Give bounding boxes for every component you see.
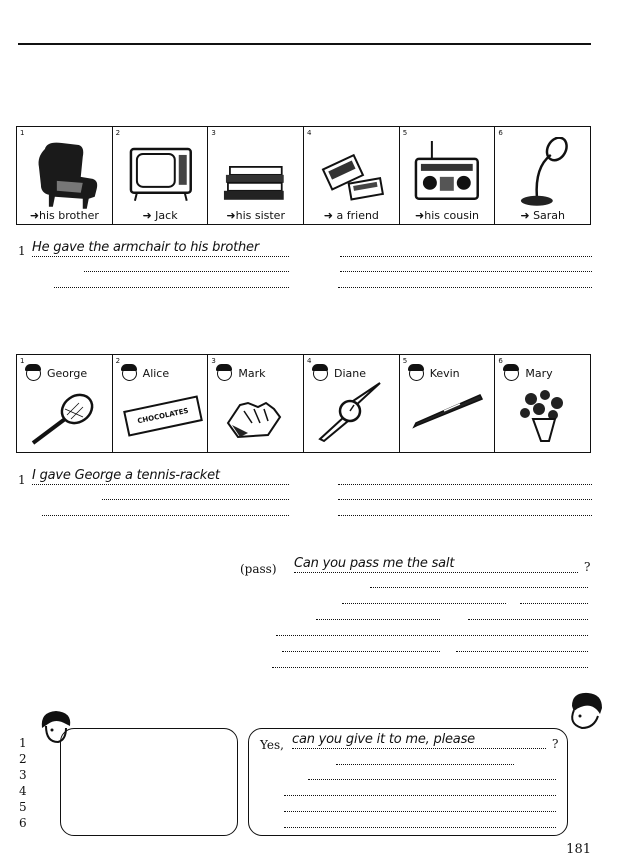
example-answer: can you give it to me, please <box>292 732 475 747</box>
television-icon <box>113 137 208 212</box>
answer-line[interactable] <box>42 515 289 516</box>
answer-line[interactable] <box>468 619 588 620</box>
present-cell-3: 3 Mark <box>208 355 304 452</box>
answer-line[interactable] <box>276 635 588 636</box>
present-cell-4: 4 Diane <box>304 355 400 452</box>
line-number: 2 <box>19 752 27 766</box>
question-mark: ? <box>552 737 559 751</box>
verb-prompt: (pass) <box>240 562 277 576</box>
line-number: 4 <box>19 784 27 798</box>
recipient-label: ➜ Sarah <box>520 209 566 222</box>
watch-icon <box>310 377 396 443</box>
answer-line[interactable] <box>284 827 556 828</box>
answer-line[interactable] <box>102 499 289 500</box>
boy-face-icon <box>562 690 606 734</box>
object-cell-5: 5 ➜his cousin <box>400 127 496 224</box>
chocolates-icon: CHOCOLATES <box>123 395 203 436</box>
present-cell-5: 5 Kevin <box>400 355 496 452</box>
answer-line[interactable] <box>336 764 514 765</box>
object-cell-1: 1 ➜his brother <box>17 127 113 224</box>
flowers-icon <box>511 385 575 447</box>
radio-icon <box>400 137 495 212</box>
object-cell-6: 6 ➜ Sarah <box>495 127 590 224</box>
line-number: 6 <box>19 816 27 830</box>
answer-line[interactable] <box>284 795 556 796</box>
cassettes-icon <box>304 137 399 212</box>
answer-line[interactable] <box>292 748 546 749</box>
person-face-icon <box>122 366 137 381</box>
example-answer: I gave George a tennis-racket <box>32 468 220 483</box>
tennis-racket-icon <box>21 389 107 449</box>
person-face-icon <box>26 366 41 381</box>
answer-line[interactable] <box>308 779 556 780</box>
present-cell-6: 6 Mary <box>495 355 590 452</box>
person-face-icon <box>217 366 232 381</box>
line-number: 5 <box>19 800 27 814</box>
answer-line[interactable] <box>84 271 289 272</box>
answer-line[interactable] <box>370 587 588 588</box>
objects-picture-strip <box>16 126 591 225</box>
recipient-label: ➜ Jack <box>142 209 178 222</box>
answer-line[interactable] <box>340 271 592 272</box>
recipient-label: ➜his brother <box>29 209 99 222</box>
gloves-icon <box>218 393 293 443</box>
recipient-label: ➜his cousin <box>415 209 480 222</box>
person-face-icon <box>504 366 519 381</box>
line-number: 1 <box>19 736 27 750</box>
answer-line[interactable] <box>32 256 289 257</box>
example-number: 1 <box>18 244 26 258</box>
question-mark: ? <box>584 560 591 574</box>
object-cell-2: 2 ➜ Jack <box>113 127 209 224</box>
answer-line[interactable] <box>282 651 440 652</box>
object-cell-3: 3 ➜his sister <box>208 127 304 224</box>
answer-line[interactable] <box>338 484 592 485</box>
answer-line[interactable] <box>316 619 440 620</box>
present-cell-2: 2 Alice CHOCOLATES <box>113 355 209 452</box>
answer-line[interactable] <box>338 515 592 516</box>
recipient-label: ➜his sister <box>226 209 285 222</box>
books-icon <box>208 137 303 212</box>
answer-line[interactable] <box>272 667 588 668</box>
example-number: 1 <box>18 473 26 487</box>
person-face-icon <box>409 366 424 381</box>
presents-picture-strip <box>16 354 591 453</box>
answer-line[interactable] <box>342 603 506 604</box>
answer-line[interactable] <box>284 811 556 812</box>
present-cell-1: 1 George <box>17 355 113 452</box>
answer-line[interactable] <box>32 484 289 485</box>
answer-line[interactable] <box>520 603 588 604</box>
answer-line[interactable] <box>456 651 588 652</box>
question-bubble <box>60 728 238 836</box>
reply-prefix: Yes, <box>260 738 284 752</box>
example-answer: He gave the armchair to his brother <box>32 240 260 255</box>
example-answer: Can you pass me the salt <box>294 556 455 571</box>
answer-line[interactable] <box>338 287 592 288</box>
recipient-label: ➜ a friend <box>323 209 379 222</box>
object-cell-4: 4 ➜ a friend <box>304 127 400 224</box>
armchair-icon <box>17 137 112 212</box>
pen-icon <box>404 391 490 431</box>
answer-line[interactable] <box>338 499 592 500</box>
top-rule <box>18 43 591 45</box>
answer-line[interactable] <box>294 572 578 573</box>
answer-line[interactable] <box>54 287 289 288</box>
answer-line[interactable] <box>340 256 592 257</box>
lamp-icon <box>495 137 590 212</box>
line-number: 3 <box>19 768 27 782</box>
page-number: 181 <box>566 842 591 857</box>
